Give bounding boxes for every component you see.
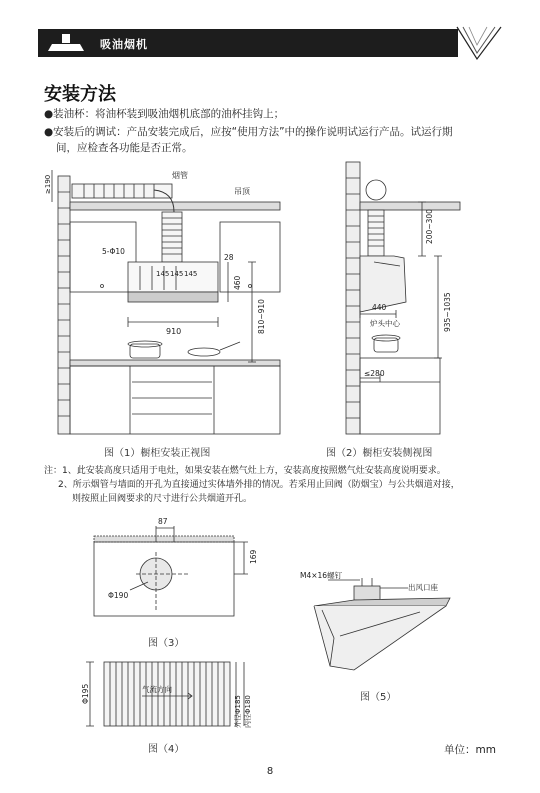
brand-v-mark bbox=[455, 25, 505, 61]
label-d145c: 145 bbox=[184, 270, 198, 278]
page-title: 安装方法 bbox=[44, 84, 116, 105]
label-d169: 169 bbox=[249, 549, 258, 564]
label-w910: 910 bbox=[166, 327, 182, 336]
label-d87: 87 bbox=[158, 517, 168, 526]
range-hood-icon bbox=[48, 34, 88, 54]
label-screw: M4×16螺钉 bbox=[300, 571, 343, 580]
label-ceiling: 吊顶 bbox=[234, 187, 250, 196]
label-burner-center: 炉头中心 bbox=[370, 319, 400, 328]
label-d280: ≤280 bbox=[364, 369, 385, 378]
note-2-cont: 则按照止回阀要求的尺寸进行公共烟道开孔。 bbox=[72, 494, 253, 504]
notes-block bbox=[44, 464, 460, 506]
note-2: 2、所示烟管与墙面的开孔为直接通过实体墙外排的情况。若采用止回阀（防烟宝）与公共烟道对接， bbox=[58, 480, 460, 490]
label-side190: ≥190 bbox=[44, 174, 52, 194]
label-r935-1035: 935~1035 bbox=[443, 292, 452, 332]
label-d440: 440 bbox=[372, 303, 387, 312]
figure-1-front-view bbox=[44, 162, 284, 437]
figure-4-caption: 图（4） bbox=[148, 744, 185, 755]
page-number: 8 bbox=[266, 766, 274, 777]
label-d460: 460 bbox=[233, 275, 242, 290]
unit-label: 单位：mm bbox=[444, 744, 496, 756]
label-holes: 5-Φ10 bbox=[102, 247, 125, 256]
label-range-810-910: 810~910 bbox=[257, 299, 266, 334]
label-r200-300: 200~300 bbox=[425, 209, 434, 244]
label-airflow: 气流方向 bbox=[142, 685, 172, 694]
figure-4-duct bbox=[81, 654, 264, 736]
bullet-test-run-cont: 间，应检查各功能是否正常。 bbox=[56, 142, 193, 154]
label-outer-diameter: 外径Φ185 bbox=[234, 695, 242, 728]
label-d145b: 145 bbox=[170, 270, 184, 278]
label-d28: 28 bbox=[224, 253, 234, 262]
figure-2-side-view bbox=[344, 162, 499, 437]
figure-3-wall-opening bbox=[90, 512, 270, 630]
label-d190: Φ190 bbox=[108, 591, 129, 600]
figure-5-hood-outlet bbox=[300, 566, 460, 680]
label-pipe: 烟管 bbox=[172, 171, 188, 180]
label-d195: Φ195 bbox=[81, 683, 90, 704]
header-section-title: 吸油烟机 bbox=[100, 38, 148, 51]
figure-2-caption: 图（2）橱柜安装侧视图 bbox=[326, 448, 433, 459]
bullet-test-run: ●安装后的调试：产品安装完成后，应按“使用方法”中的操作说明试运行产品。试运行期 bbox=[44, 126, 453, 138]
note-1: 注：1、此安装高度只适用于电灶，如果安装在燃气灶上方，安装高度按照燃气灶安装高度说明要求。 bbox=[44, 466, 446, 476]
page-header bbox=[0, 25, 540, 61]
figure-3-caption: 图（3） bbox=[148, 638, 185, 649]
label-outlet: 出风口座 bbox=[408, 583, 438, 592]
label-inner-diameter: 内径Φ180 bbox=[244, 695, 252, 728]
bullet-oil-cup: ●装油杯：将油杯装到吸油烟机底部的油杯挂钩上； bbox=[44, 108, 285, 120]
figure-1-caption: 图（1）橱柜安装正视图 bbox=[104, 448, 211, 459]
label-d145a: 145 bbox=[156, 270, 170, 278]
figure-5-caption: 图（5） bbox=[360, 692, 397, 703]
